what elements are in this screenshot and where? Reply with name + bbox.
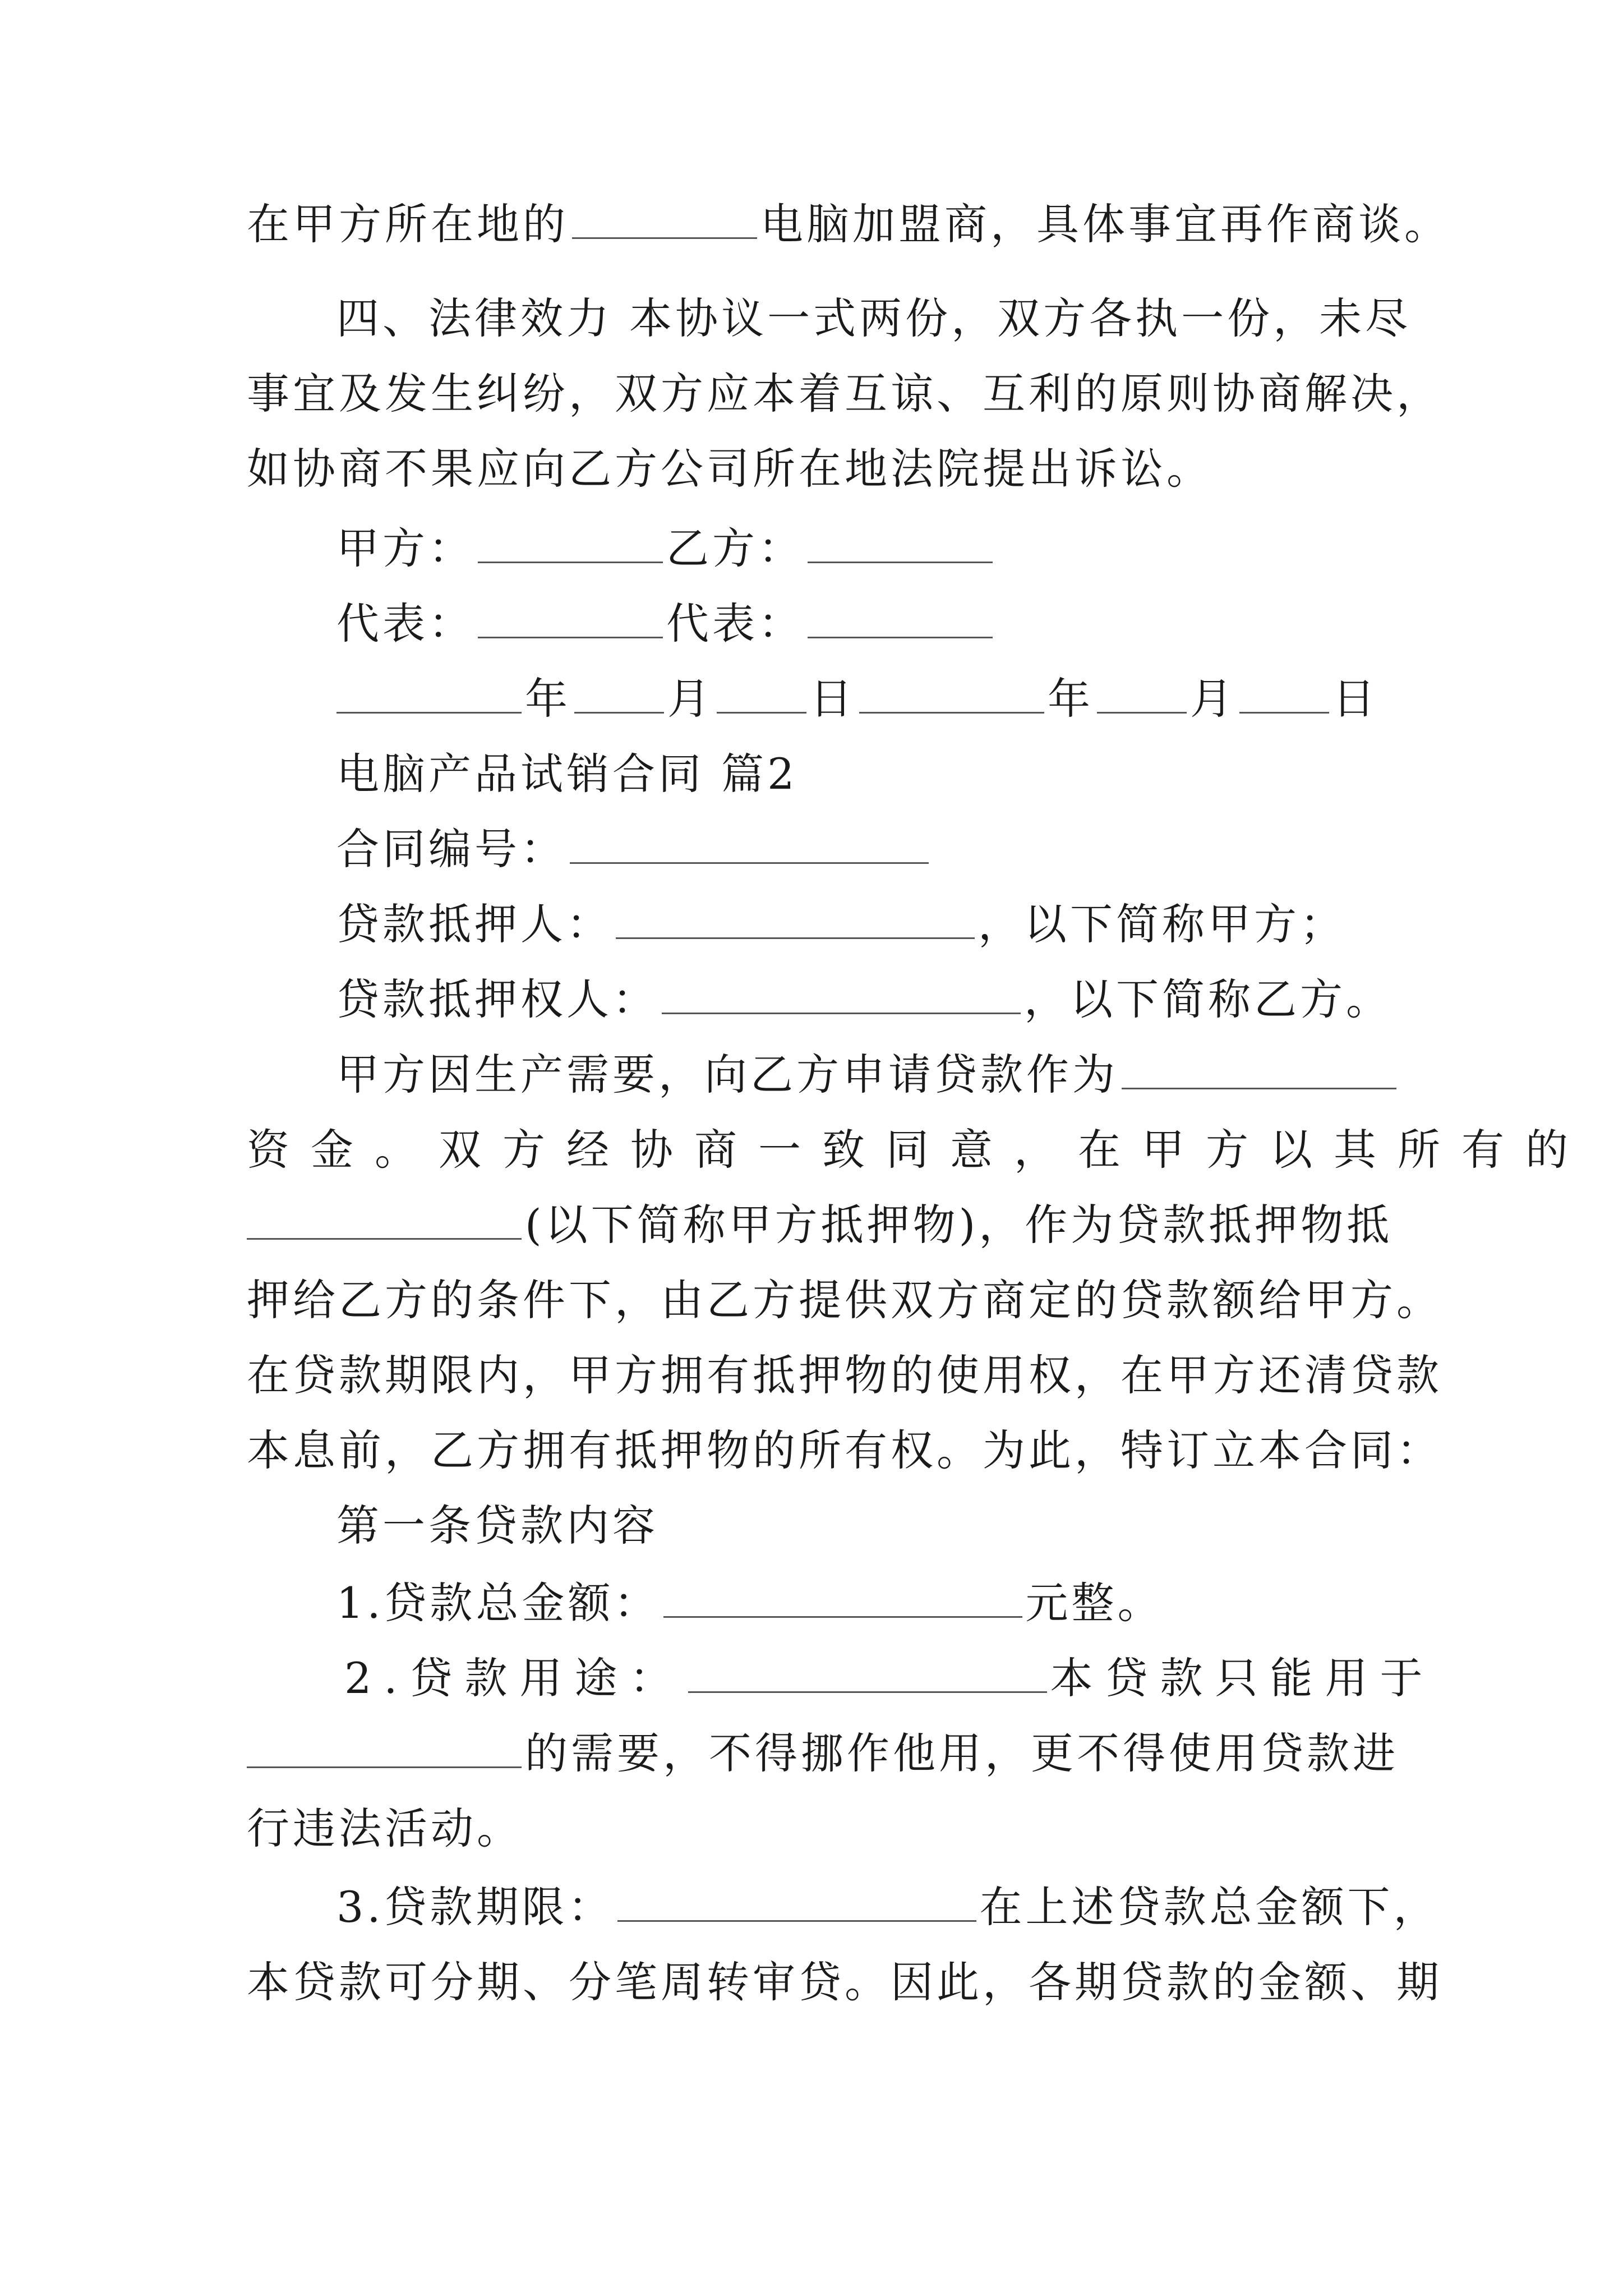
mortgagor-line — [336, 896, 1346, 953]
text: (以下简称甲方抵押物)，作为贷款抵押物抵 — [525, 1200, 1393, 1250]
text-line — [247, 366, 1442, 422]
fill-blank — [1239, 673, 1329, 714]
text: 如协商不果应向乙方公司所在地法院提出诉讼。 — [247, 444, 1212, 494]
fill-blank — [859, 673, 1044, 714]
text-line — [247, 1423, 1442, 1479]
text: 在甲方所在地的 — [247, 199, 569, 249]
year-label: 年 — [525, 674, 571, 724]
list-item — [336, 1575, 1164, 1631]
text: 事宜及发生纠纷，双方应本着互谅、互利的原则协商解决， — [247, 369, 1442, 418]
fill-blank — [336, 673, 522, 714]
year-label: 年 — [1048, 674, 1094, 724]
contract-number-line — [336, 821, 932, 877]
month-label: 月 — [667, 674, 713, 724]
list-item — [344, 1650, 1435, 1706]
section-heading — [336, 746, 798, 802]
party-b-label: 乙方： — [666, 523, 804, 573]
mortgagee-line — [336, 972, 1392, 1028]
text: 资金。双方经协商一致同意，在甲方以其所有的 — [247, 1125, 1589, 1175]
fill-blank — [572, 198, 757, 239]
fill-blank — [1097, 673, 1187, 714]
fill-blank — [662, 973, 1021, 1014]
mortgagor-label: 贷款抵押人： — [336, 899, 612, 949]
heading-text: 电脑产品试销合同 篇2 — [336, 749, 798, 799]
text: 本息前，乙方拥有抵押物的所有权。为此，特订立本合同： — [247, 1425, 1442, 1475]
month-label: 月 — [1190, 674, 1236, 724]
text-line — [247, 1347, 1442, 1404]
text-line — [247, 196, 1450, 252]
day-label: 日 — [810, 674, 856, 724]
fill-blank — [247, 1199, 522, 1240]
mortgagor-suffix: ，以下简称甲方； — [978, 899, 1346, 949]
text-line — [247, 1122, 1589, 1178]
item-label: 1.贷款总金额： — [336, 1578, 660, 1628]
signature-line-representatives — [336, 596, 996, 652]
fill-blank — [663, 1577, 1022, 1618]
text-line — [247, 441, 1212, 497]
article-title: 第一条贷款内容 — [336, 1501, 658, 1550]
text: 电脑加盟商，具体事宜再作商谈。 — [760, 199, 1450, 249]
fill-blank — [478, 522, 663, 563]
text-line — [336, 291, 1411, 347]
text-line — [247, 1197, 1393, 1253]
mortgagee-suffix: ，以下简称乙方。 — [1024, 974, 1392, 1024]
fill-blank — [574, 673, 664, 714]
contract-number-label: 合同编号： — [336, 824, 566, 874]
fill-blank — [808, 522, 993, 563]
item-label: 2.贷款用途： — [344, 1653, 685, 1703]
item-label: 3.贷款期限： — [336, 1882, 614, 1932]
text-line — [247, 1801, 523, 1857]
rep-a-label: 代表： — [336, 599, 474, 648]
text: 甲方因生产需要，向乙方申请贷款作为 — [336, 1050, 1118, 1099]
fill-blank — [1122, 1048, 1396, 1089]
text-line — [336, 1047, 1400, 1103]
fill-blank — [808, 597, 993, 638]
list-item — [336, 1879, 1440, 1935]
day-label: 日 — [1332, 674, 1378, 724]
text: 押给乙方的条件下，由乙方提供双方商定的贷款额给甲方。 — [247, 1275, 1442, 1325]
party-a-label: 甲方： — [336, 523, 474, 573]
article-heading — [336, 1498, 658, 1554]
text-line — [247, 1272, 1442, 1328]
item-suffix: 元整。 — [1025, 1578, 1164, 1628]
rep-b-label: 代表： — [666, 599, 804, 648]
fill-blank — [247, 1727, 522, 1768]
text-line — [247, 1954, 1442, 2010]
item-suffix: 本贷款只能用于 — [1050, 1653, 1435, 1703]
date-line — [336, 671, 1378, 727]
fill-blank — [617, 1881, 976, 1922]
fill-blank — [616, 898, 975, 939]
fill-blank — [717, 673, 806, 714]
mortgagee-label: 贷款抵押权人： — [336, 974, 658, 1024]
item-suffix: 在上述贷款总金额下， — [979, 1882, 1440, 1932]
text: 本贷款可分期、分笔周转审贷。因此，各期贷款的金额、期 — [247, 1957, 1442, 2007]
text: 四、法律效力 本协议一式两份，双方各执一份，未尽 — [336, 293, 1412, 343]
text: 在贷款期限内，甲方拥有抵押物的使用权，在甲方还清贷款 — [247, 1350, 1442, 1400]
fill-blank — [478, 597, 663, 638]
text: 行违法活动。 — [247, 1803, 523, 1853]
fill-blank — [570, 823, 929, 864]
signature-line-parties — [336, 521, 996, 577]
text: 的需要，不得挪作他用，更不得使用贷款进 — [525, 1728, 1399, 1778]
fill-blank — [688, 1652, 1047, 1693]
text-line — [247, 1726, 1399, 1782]
